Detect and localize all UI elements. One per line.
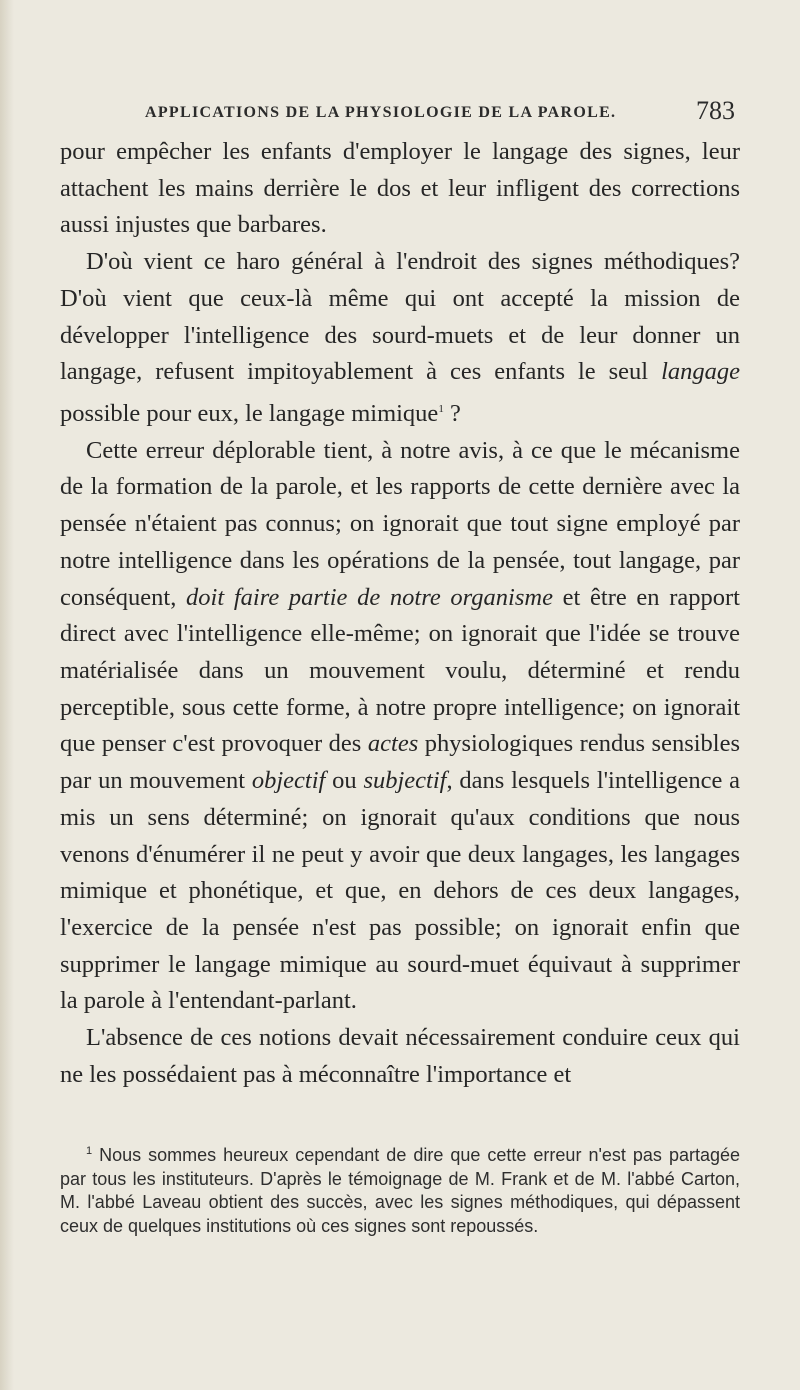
paragraph-2 <box>60 244 740 433</box>
page-binding-edge <box>0 0 14 1390</box>
paragraph-3 <box>60 433 740 1020</box>
emphasis-actes: actes <box>367 730 419 758</box>
footnote-mark: 1 <box>86 1145 93 1157</box>
paragraph-3-text-b: et être en rapport direct avec l'intelligence elle-même; on ignorait que l'idée se trouve matérialisée dans un mouvement voulu, déterminé et rendu perceptible, sous cette forme, à notre propre intelligence; on ignorait que penser c'est provoquer des <box>60 583 740 758</box>
paragraph-2-text-cont: possible pour eux, le langage mimique <box>60 400 439 428</box>
footnote-reference: 1 <box>438 402 444 415</box>
paragraph-3-text-c: physiologiques rendus sensibles par un mouvement <box>60 730 741 795</box>
paragraph-2-text-end: ? <box>443 400 461 428</box>
page-header <box>145 94 735 130</box>
paragraph-2-text: D'où vient ce haro général à l'endroit des signes méthodiques? D'où vient que ceux-là même qui ont accepté la mission de développer l'intelligence des sourd-muets et de leur donner un langage, refusent impitoyablement à ces enfants le seul <box>60 248 740 386</box>
emphasis-objectif: objectif <box>251 767 326 795</box>
page-number: 783 <box>696 96 735 125</box>
paragraph-4 <box>60 1020 740 1093</box>
paragraph-1-text: pour empêcher les enfants d'employer le langage des signes, leur attachent les mains derrière le dos et leur infligent des corrections aussi injustes que barbares. <box>60 138 740 239</box>
main-text <box>60 134 740 1093</box>
paragraph-4-text: L'absence de ces notions devait nécessairement conduire ceux qui ne les possédaient pas à méconnaître l'importance et <box>60 1024 740 1088</box>
emphasis-organisme: doit faire partie de notre organisme <box>186 583 553 611</box>
footnote-paragraph <box>60 1140 740 1238</box>
emphasis-subjectif: subjectif <box>363 767 447 795</box>
paragraph-1 <box>60 134 740 244</box>
footnote <box>60 1140 740 1238</box>
paragraph-3-text-d: ou <box>325 767 364 795</box>
paragraph-3-text: Cette erreur déplorable tient, à notre avis, à ce que le mécanisme de la formation de la parole, et les rapports de cette dernière avec la pensée n'étaient pas connus; on ignorait que tout signe employé par notre intelligence dans les opérations de la pensée, tout langage, par conséquent, <box>60 436 740 611</box>
emphasis-langage: langage <box>661 358 740 386</box>
paragraph-3-text-e: , dans lesquels l'intelligence a mis un sens déterminé; on ignorait qu'aux conditions que nous venons d'énumérer il ne peut y avoir que deux langages, les langages mimique et phonétique, et que, en dehors de ces deux langages, l'exercice de la pensée n'est pas possible; on ignorait enfin que supprimer le langage mimique au sourd-muet équivaut à supprimer la parole à l'entendant-parlant. <box>60 767 741 1015</box>
footnote-text: Nous sommes heureux cependant de dire que cette erreur n'est pas partagée par tous les instituteurs. D'après le témoignage de M. Frank et de M. l'abbé Carton, M. l'abbé Laveau obtient des succès, avec les signes méthodiques, qui dépassent ceux de quelques institutions où ces signes sont repoussés. <box>60 1145 740 1236</box>
running-head: APPLICATIONS DE LA PHYSIOLOGIE DE LA PAROLE. <box>145 104 617 121</box>
